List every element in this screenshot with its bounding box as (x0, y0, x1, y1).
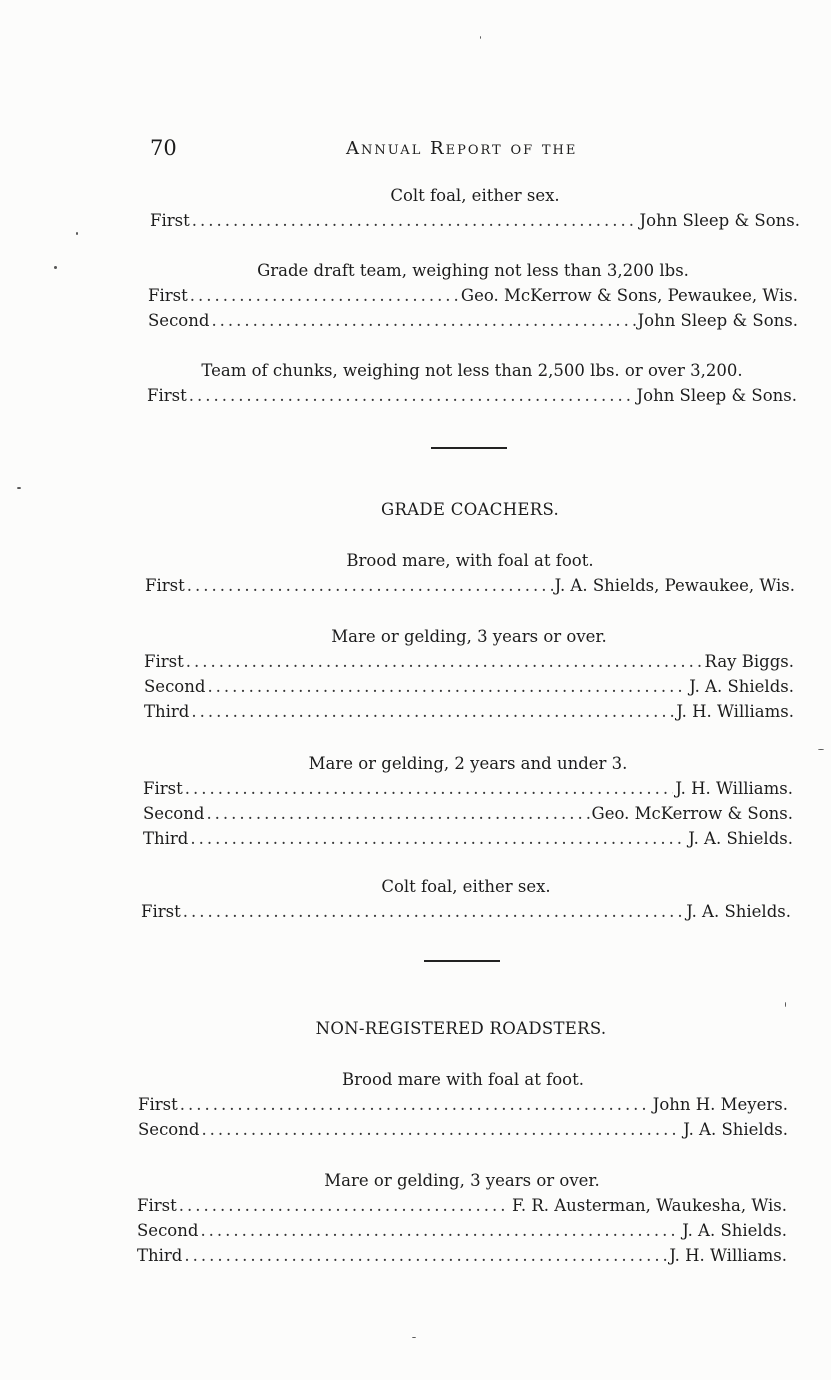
award-row (144, 699, 794, 724)
award-winner: J. A. Shields. (686, 902, 791, 921)
page-number: 70 (150, 136, 177, 160)
scan-speck (17, 487, 21, 489)
class-caption: Brood mare with foal at foot. (342, 1070, 584, 1089)
dot-leader (179, 1193, 510, 1218)
dot-leader (207, 674, 687, 699)
dot-leader (185, 776, 674, 801)
award-winner: J. A. Shields. (689, 677, 794, 696)
award-row (147, 383, 797, 408)
dot-leader (191, 699, 674, 724)
award-place: First (137, 1196, 177, 1215)
award-row (148, 283, 798, 308)
award-winner: John Sleep & Sons. (639, 211, 800, 230)
scan-speck (785, 1002, 786, 1007)
class-caption: Team of chunks, weighing not less than 2,500 lbs. or over 3,200. (201, 361, 743, 380)
award-winner: J. A. Shields, Pewaukee, Wis. (554, 576, 795, 595)
dot-leader (187, 573, 553, 598)
award-winner: John H. Meyers. (652, 1095, 788, 1114)
award-place: Second (138, 1120, 200, 1139)
award-row (138, 1092, 788, 1117)
award-row (143, 776, 793, 801)
scan-speck (412, 1337, 416, 1338)
award-winner: J. H. Williams. (676, 702, 794, 721)
award-winner: J. H. Williams. (669, 1246, 787, 1265)
class-caption: Mare or gelding, 3 years or over. (331, 627, 607, 646)
award-winner: J. A. Shields. (688, 829, 793, 848)
award-row (137, 1243, 787, 1268)
dot-leader (200, 1218, 680, 1243)
section-non-registered-roadsters (136, 1016, 786, 1042)
class-mare-3-years-roadsters (137, 1169, 787, 1268)
dot-leader (183, 899, 685, 924)
class-caption: Colt foal, either sex. (381, 877, 551, 896)
award-row (137, 1193, 787, 1218)
class-team-of-chunks (147, 359, 797, 408)
dot-leader (192, 208, 638, 233)
class-colt-foal-coachers (141, 875, 791, 924)
award-row (137, 1218, 787, 1243)
class-colt-foal (150, 184, 800, 233)
award-winner: J. A. Shields. (683, 1120, 788, 1139)
award-place: Third (137, 1246, 183, 1265)
section-heading: NON-REGISTERED ROADSTERS. (315, 1019, 607, 1038)
award-winner: John Sleep & Sons. (637, 311, 798, 330)
award-place: Second (144, 677, 206, 696)
scan-speck (76, 232, 78, 235)
award-row (144, 674, 794, 699)
award-winner: Ray Biggs. (704, 652, 794, 671)
award-row (145, 573, 795, 598)
award-row (141, 899, 791, 924)
scan-speck (480, 36, 481, 39)
section-divider (431, 447, 507, 449)
class-mare-3-years (144, 625, 794, 724)
award-winner: Geo. McKerrow & Sons. (591, 804, 793, 823)
award-winner: John Sleep & Sons. (636, 386, 797, 405)
award-place: First (150, 211, 190, 230)
award-place: First (138, 1095, 178, 1114)
award-place: First (143, 779, 183, 798)
award-winner: J. H. Williams. (675, 779, 793, 798)
dot-leader (201, 1117, 681, 1142)
class-caption: Mare or gelding, 3 years or over. (324, 1171, 600, 1190)
award-place: Second (148, 311, 210, 330)
award-place: First (148, 286, 188, 305)
award-winner: Geo. McKerrow & Sons, Pewaukee, Wis. (460, 286, 798, 305)
class-caption: Brood mare, with foal at foot. (346, 551, 594, 570)
award-place: First (147, 386, 187, 405)
class-caption: Grade draft team, weighing not less than 3,200 lbs. (257, 261, 689, 280)
dot-leader (180, 1092, 651, 1117)
award-place: Second (137, 1221, 199, 1240)
dot-leader (186, 649, 703, 674)
class-mare-2-years (143, 752, 793, 851)
section-divider (424, 960, 500, 962)
section-grade-coachers (145, 497, 795, 523)
class-caption: Mare or gelding, 2 years and under 3. (308, 754, 628, 773)
dot-leader (189, 383, 635, 408)
award-row (148, 308, 798, 333)
dot-leader (211, 308, 635, 333)
dot-leader (190, 826, 686, 851)
page-header (150, 136, 800, 166)
award-row (143, 826, 793, 851)
dot-leader (190, 283, 459, 308)
scan-speck (54, 266, 57, 269)
section-heading: GRADE COACHERS. (380, 500, 560, 519)
award-winner: J. A. Shields. (682, 1221, 787, 1240)
award-row (138, 1117, 788, 1142)
award-winner: F. R. Austerman, Waukesha, Wis. (511, 1196, 787, 1215)
award-place: First (144, 652, 184, 671)
class-grade-draft-team (148, 259, 798, 333)
award-row (150, 208, 800, 233)
running-title: Annual Report of the (346, 138, 578, 159)
dot-leader (206, 801, 589, 826)
class-brood-mare (145, 549, 795, 598)
dot-leader (184, 1243, 667, 1268)
award-place: Second (143, 804, 205, 823)
award-place: First (145, 576, 185, 595)
award-place: First (141, 902, 181, 921)
award-place: Third (144, 702, 190, 721)
class-caption: Colt foal, either sex. (390, 186, 560, 205)
award-row (144, 649, 794, 674)
award-row (143, 801, 793, 826)
award-place: Third (143, 829, 189, 848)
scan-speck (818, 749, 824, 750)
class-brood-mare-roadsters (138, 1068, 788, 1142)
